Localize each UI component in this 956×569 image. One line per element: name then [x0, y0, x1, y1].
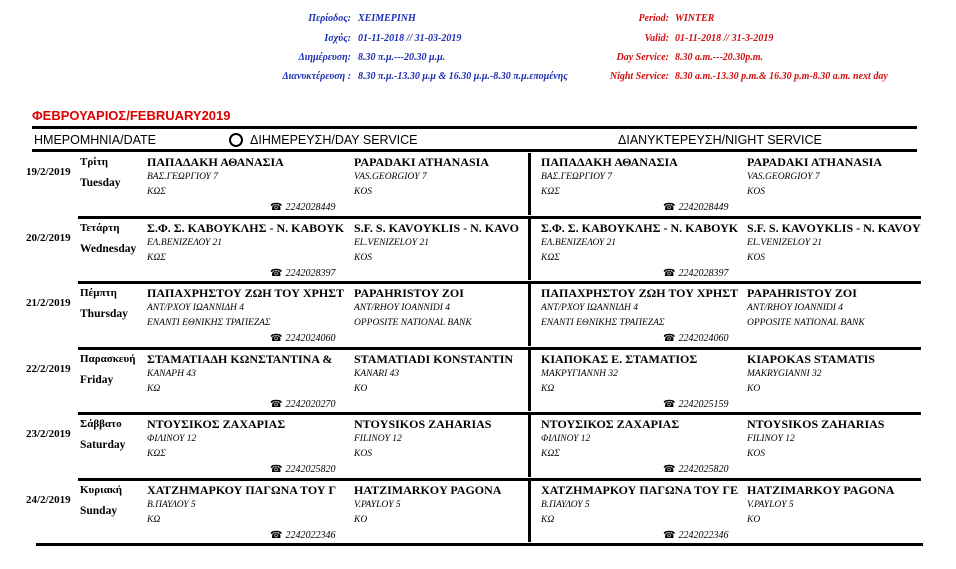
- phone-number: 2242022346: [678, 529, 729, 541]
- night-address-greek: ΕΛ.ΒΕΝΙΖΕΛΟΥ 21: [541, 237, 617, 248]
- row-day-greek: Κυριακή: [80, 483, 123, 496]
- day-pharmacy-name-english: PAPAHRISTOY ZOI: [354, 286, 464, 300]
- day-service-value-en: 8.30 a.m.---20.30p.m.: [675, 52, 764, 63]
- night-address-greek: ΦΙΛΙΝΟΥ 12: [541, 434, 591, 444]
- phone-icon: ☎: [663, 398, 676, 410]
- night-pharmacy-name-english: PAPADAKI ATHANASIA: [747, 155, 883, 169]
- period-value-en: WINTER: [675, 13, 715, 24]
- night-city-english: KO: [747, 514, 761, 525]
- day-pharmacy-name-greek: Σ.Φ. Σ. ΚΑΒΟΥΚΛΗΣ - Ν. ΚΑΒΟΥΚ: [147, 220, 345, 235]
- day-city-greek: ΚΩΣ: [147, 252, 166, 263]
- phone-icon: ☎: [270, 333, 283, 344]
- day-city-greek: ΚΩ: [147, 514, 161, 525]
- night-address-greek: ΑΝΤ/ΡΧΟΥ ΙΩΑΝΝΙΔΗ 4: [541, 303, 639, 313]
- phone-number: 2242024060: [678, 333, 729, 344]
- phone-number: 2242028449: [678, 202, 729, 213]
- day-pharmacy-name-english: S.F. S. KAVOYKLIS - N. KAVO: [354, 220, 520, 235]
- day-pharmacy-name-greek: ΠΑΠΑΔΑΚΗ ΑΘΑΝΑΣΙΑ: [147, 155, 284, 169]
- night-city-greek: ΚΩ: [541, 383, 555, 394]
- valid-label-gr: Ισχύς:: [324, 33, 351, 44]
- day-pharmacy-name-greek: ΧΑΤΖΗΜΑΡΚΟΥ ΠΑΓΩΝΑ ΤΟΥ Γ: [147, 482, 337, 497]
- night-pharmacy-name-english: PAPAHRISTOY ZOI: [747, 286, 857, 300]
- day-pharmacy-name-english: NTOYSIKOS ZAHARIAS: [354, 417, 492, 431]
- phone-icon: ☎: [663, 202, 676, 213]
- phone-number: 2242025820: [678, 464, 729, 475]
- day-address-english: EL.VENIZELOY 21: [354, 237, 429, 248]
- day-address-english: FILINOY 12: [354, 434, 402, 444]
- column-divider: [528, 284, 531, 346]
- phone-number: 2242025159: [678, 398, 729, 410]
- night-address-english: ANT/RHOY IOANNIDI 4: [747, 303, 844, 313]
- night-landmark-english: OPPOSITE NATIONAL BANK: [747, 318, 865, 328]
- row-date: 19/2/2019: [26, 166, 71, 178]
- phone-icon: ☎: [270, 202, 283, 213]
- night-pharmacy-name-english: S.F. S. KAVOYKLIS - N. KAVOY: [747, 220, 921, 235]
- row-rule: [78, 412, 921, 415]
- day-pharmacy-name-english: PAPADAKI ATHANASIA: [354, 155, 490, 169]
- day-address-english: KANARI 43: [354, 368, 400, 379]
- night-pharmacy-name-english: HATZIMARKOY PAGONA: [747, 482, 895, 497]
- row-date: 24/2/2019: [26, 493, 71, 506]
- night-city-english: KOS: [747, 449, 765, 459]
- night-city-greek: ΚΩΣ: [541, 252, 560, 263]
- night-address-english: VAS.GEORGIOY 7: [747, 172, 820, 182]
- row-day-english: Friday: [80, 373, 114, 386]
- phone-icon: ☎: [663, 529, 676, 541]
- night-phone: [663, 333, 728, 344]
- row-date: 21/2/2019: [26, 297, 71, 309]
- row-day-greek: Πέμπτη: [80, 287, 117, 299]
- valid-label-en: Valid:: [644, 33, 669, 44]
- column-divider: [528, 350, 531, 412]
- night-city-english: KO: [747, 383, 761, 394]
- phone-icon: ☎: [270, 529, 283, 541]
- day-pharmacy-name-greek: ΠΑΠΑΧΡΗΣΤΟΥ ΖΩΗ ΤΟΥ ΧΡΗΣΤ: [147, 286, 345, 300]
- night-city-greek: ΚΩ: [541, 514, 555, 525]
- phone-icon: ☎: [270, 398, 283, 410]
- day-pharmacy-name-greek: ΝΤΟΥΣΙΚΟΣ ΖΑΧΑΡΙΑΣ: [147, 417, 286, 431]
- day-address-greek: ΒΑΣ.ΓΕΩΡΓΙΟΥ 7: [147, 172, 218, 182]
- day-phone: [270, 399, 335, 410]
- date-column-header: ΗΜΕΡΟΜΗΝΙΑ/DATE: [34, 133, 156, 147]
- night-phone: [663, 530, 728, 541]
- night-landmark-greek: ΕΝΑΝΤΙ ΕΘΝΙΚΗΣ ΤΡΑΠΕΖΑΣ: [541, 318, 665, 328]
- row-day-english: Sunday: [80, 504, 118, 517]
- day-phone: [270, 333, 335, 344]
- phone-number: 2242022346: [285, 529, 336, 541]
- table-top-rule: [32, 126, 917, 129]
- night-pharmacy-name-english: NTOYSIKOS ZAHARIAS: [747, 417, 885, 431]
- row-rule: [78, 347, 921, 350]
- day-city-english: KOS: [354, 252, 372, 263]
- phone-number: 2242028397: [285, 267, 336, 279]
- day-address-greek: Β.ΠΑΥΛΟΥ 5: [147, 499, 196, 510]
- row-rule: [78, 281, 921, 284]
- night-pharmacy-name-greek: ΧΑΤΖΗΜΑΡΚΟΥ ΠΑΓΩΝΑ ΤΟΥ ΓΕ: [541, 482, 739, 497]
- column-divider: [528, 415, 531, 477]
- phone-number: 2242028449: [285, 202, 336, 213]
- row-day-english: Wednesday: [80, 242, 137, 255]
- day-pharmacy-name-english: HATZIMARKOY PAGONA: [354, 482, 502, 497]
- night-service-column-header: ΔΙΑΝΥΚΤΕΡΕΥΣΗ/NIGHT SERVICE: [618, 133, 822, 147]
- night-city-greek: ΚΩΣ: [541, 187, 560, 197]
- phone-number: 2242024060: [285, 333, 336, 344]
- night-pharmacy-name-greek: ΠΑΠΑΧΡΗΣΤΟΥ ΖΩΗ ΤΟΥ ΧΡΗΣΤ: [541, 286, 739, 300]
- day-phone: [270, 530, 335, 541]
- day-phone: [270, 268, 335, 279]
- row-day-greek: Σάββατο: [80, 418, 122, 430]
- day-service-column-header: ΔΙΗΜΕΡΕΥΣΗ/DAY SERVICE: [250, 133, 418, 147]
- night-city-greek: ΚΩΣ: [541, 449, 560, 459]
- night-service-value-gr: 8.30 π.μ.-13.30 μ.μ & 16.30 μ.μ.-8.30 π.μ.επομένης: [358, 71, 568, 82]
- day-pharmacy-name-english: STAMATIADI KONSTANTIN: [354, 351, 514, 366]
- valid-value-gr: 01-11-2018 // 31-03-2019: [358, 33, 462, 44]
- table-header-rule: [32, 149, 917, 152]
- night-city-english: KOS: [747, 187, 765, 197]
- row-day-english: Saturday: [80, 439, 126, 451]
- day-service-label-gr: Διημέρευση:: [298, 52, 351, 63]
- night-address-english: MAKRYGIANNI 32: [747, 368, 822, 379]
- month-title: ΦΕΒΡΟΥΑΡΙΟΣ/FEBRUARY2019: [32, 108, 231, 123]
- row-rule: [78, 478, 921, 481]
- day-phone: [270, 202, 335, 213]
- phone-number: 2242025820: [285, 464, 336, 475]
- day-city-greek: ΚΩ: [147, 383, 161, 394]
- phone-icon: ☎: [663, 464, 676, 475]
- night-address-greek: ΒΑΣ.ΓΕΩΡΓΙΟΥ 7: [541, 172, 612, 182]
- phone-icon: ☎: [270, 267, 283, 279]
- row-date: 22/2/2019: [26, 362, 71, 375]
- day-address-greek: ΑΝΤ/ΡΧΟΥ ΙΩΑΝΝΙΔΗ 4: [147, 303, 245, 313]
- phone-icon: ☎: [663, 267, 676, 279]
- night-pharmacy-name-english: KIAPOKAS STAMATIS: [747, 351, 875, 366]
- night-address-english: FILINOY 12: [747, 434, 795, 444]
- row-day-greek: Τρίτη: [80, 156, 108, 168]
- day-landmark-english: OPPOSITE NATIONAL BANK: [354, 318, 472, 328]
- night-phone: [663, 268, 728, 279]
- night-service-label-gr: Διανυκτέρευση :: [282, 71, 351, 82]
- period-value-gr: ΧΕΙΜΕΡΙΝΗ: [358, 13, 416, 24]
- day-address-english: ANT/RHOY IOANNIDI 4: [354, 303, 451, 313]
- row-day-english: Tuesday: [80, 177, 121, 189]
- day-pharmacy-name-greek: ΣΤΑΜΑΤΙΑΔΗ ΚΩΝΣΤΑΝΤΙΝΑ &: [147, 351, 333, 366]
- column-divider: [528, 153, 531, 215]
- night-pharmacy-name-greek: ΠΑΠΑΔΑΚΗ ΑΘΑΝΑΣΙΑ: [541, 155, 678, 169]
- night-address-greek: ΜΑΚΡΥΓΙΑΝΝΗ 32: [541, 368, 618, 379]
- night-address-greek: Β.ΠΑΥΛΟΥ 5: [541, 499, 590, 510]
- phone-number: 2242028397: [678, 267, 729, 279]
- day-phone: [270, 464, 335, 475]
- night-service-label-en: Night Service:: [609, 71, 669, 82]
- night-pharmacy-name-greek: ΝΤΟΥΣΙΚΟΣ ΖΑΧΑΡΙΑΣ: [541, 417, 680, 431]
- day-landmark-greek: ΕΝΑΝΤΙ ΕΘΝΙΚΗΣ ΤΡΑΠΕΖΑΣ: [147, 318, 271, 328]
- day-city-english: KO: [354, 383, 368, 394]
- night-pharmacy-name-greek: Σ.Φ. Σ. ΚΑΒΟΥΚΛΗΣ - Ν. ΚΑΒΟΥΚ: [541, 220, 739, 235]
- row-date: 20/2/2019: [26, 231, 71, 244]
- day-city-english: KOS: [354, 449, 372, 459]
- day-address-greek: ΦΙΛΙΝΟΥ 12: [147, 434, 197, 444]
- night-phone: [663, 464, 728, 475]
- period-label-en: Period:: [638, 13, 669, 24]
- valid-value-en: 01-11-2018 // 31-3-2019: [675, 33, 774, 44]
- period-label-gr: Περίοδος:: [308, 13, 351, 24]
- night-phone: [663, 202, 728, 213]
- day-address-english: V.PAYLOY 5: [354, 499, 401, 510]
- phone-icon: ☎: [270, 464, 283, 475]
- day-city-english: KO: [354, 514, 368, 525]
- circle-icon: [229, 133, 243, 147]
- day-service-label-en: Day Service:: [616, 52, 669, 63]
- night-city-english: KOS: [747, 252, 765, 263]
- night-address-english: V.PAYLOY 5: [747, 499, 794, 510]
- night-address-english: EL.VENIZELOY 21: [747, 237, 822, 248]
- night-service-value-en: 8.30 a.m.-13.30 p.m.& 16.30 p.m-8.30 a.m. next day: [675, 71, 888, 82]
- column-divider: [528, 481, 531, 543]
- row-day-greek: Τετάρτη: [80, 221, 120, 234]
- day-city-greek: ΚΩΣ: [147, 449, 166, 459]
- row-rule: [78, 216, 921, 219]
- row-day-english: Thursday: [80, 308, 128, 320]
- day-city-greek: ΚΩΣ: [147, 187, 166, 197]
- day-address-english: VAS.GEORGIOY 7: [354, 172, 427, 182]
- night-pharmacy-name-greek: ΚΙΑΠΟΚΑΣ Ε. ΣΤΑΜΑΤΙΟΣ: [541, 351, 698, 366]
- row-rule: [36, 543, 923, 546]
- phone-icon: ☎: [663, 333, 676, 344]
- day-city-english: KOS: [354, 187, 372, 197]
- day-address-greek: ΕΛ.ΒΕΝΙΖΕΛΟΥ 21: [147, 237, 223, 248]
- row-day-greek: Παρασκευή: [80, 352, 136, 365]
- day-address-greek: ΚΑΝΑΡΗ 43: [147, 368, 196, 379]
- row-date: 23/2/2019: [26, 428, 71, 440]
- phone-number: 2242020270: [285, 398, 336, 410]
- column-divider: [528, 219, 531, 281]
- night-phone: [663, 399, 728, 410]
- day-service-value-gr: 8.30 π.μ.---20.30 μ.μ.: [358, 52, 446, 63]
